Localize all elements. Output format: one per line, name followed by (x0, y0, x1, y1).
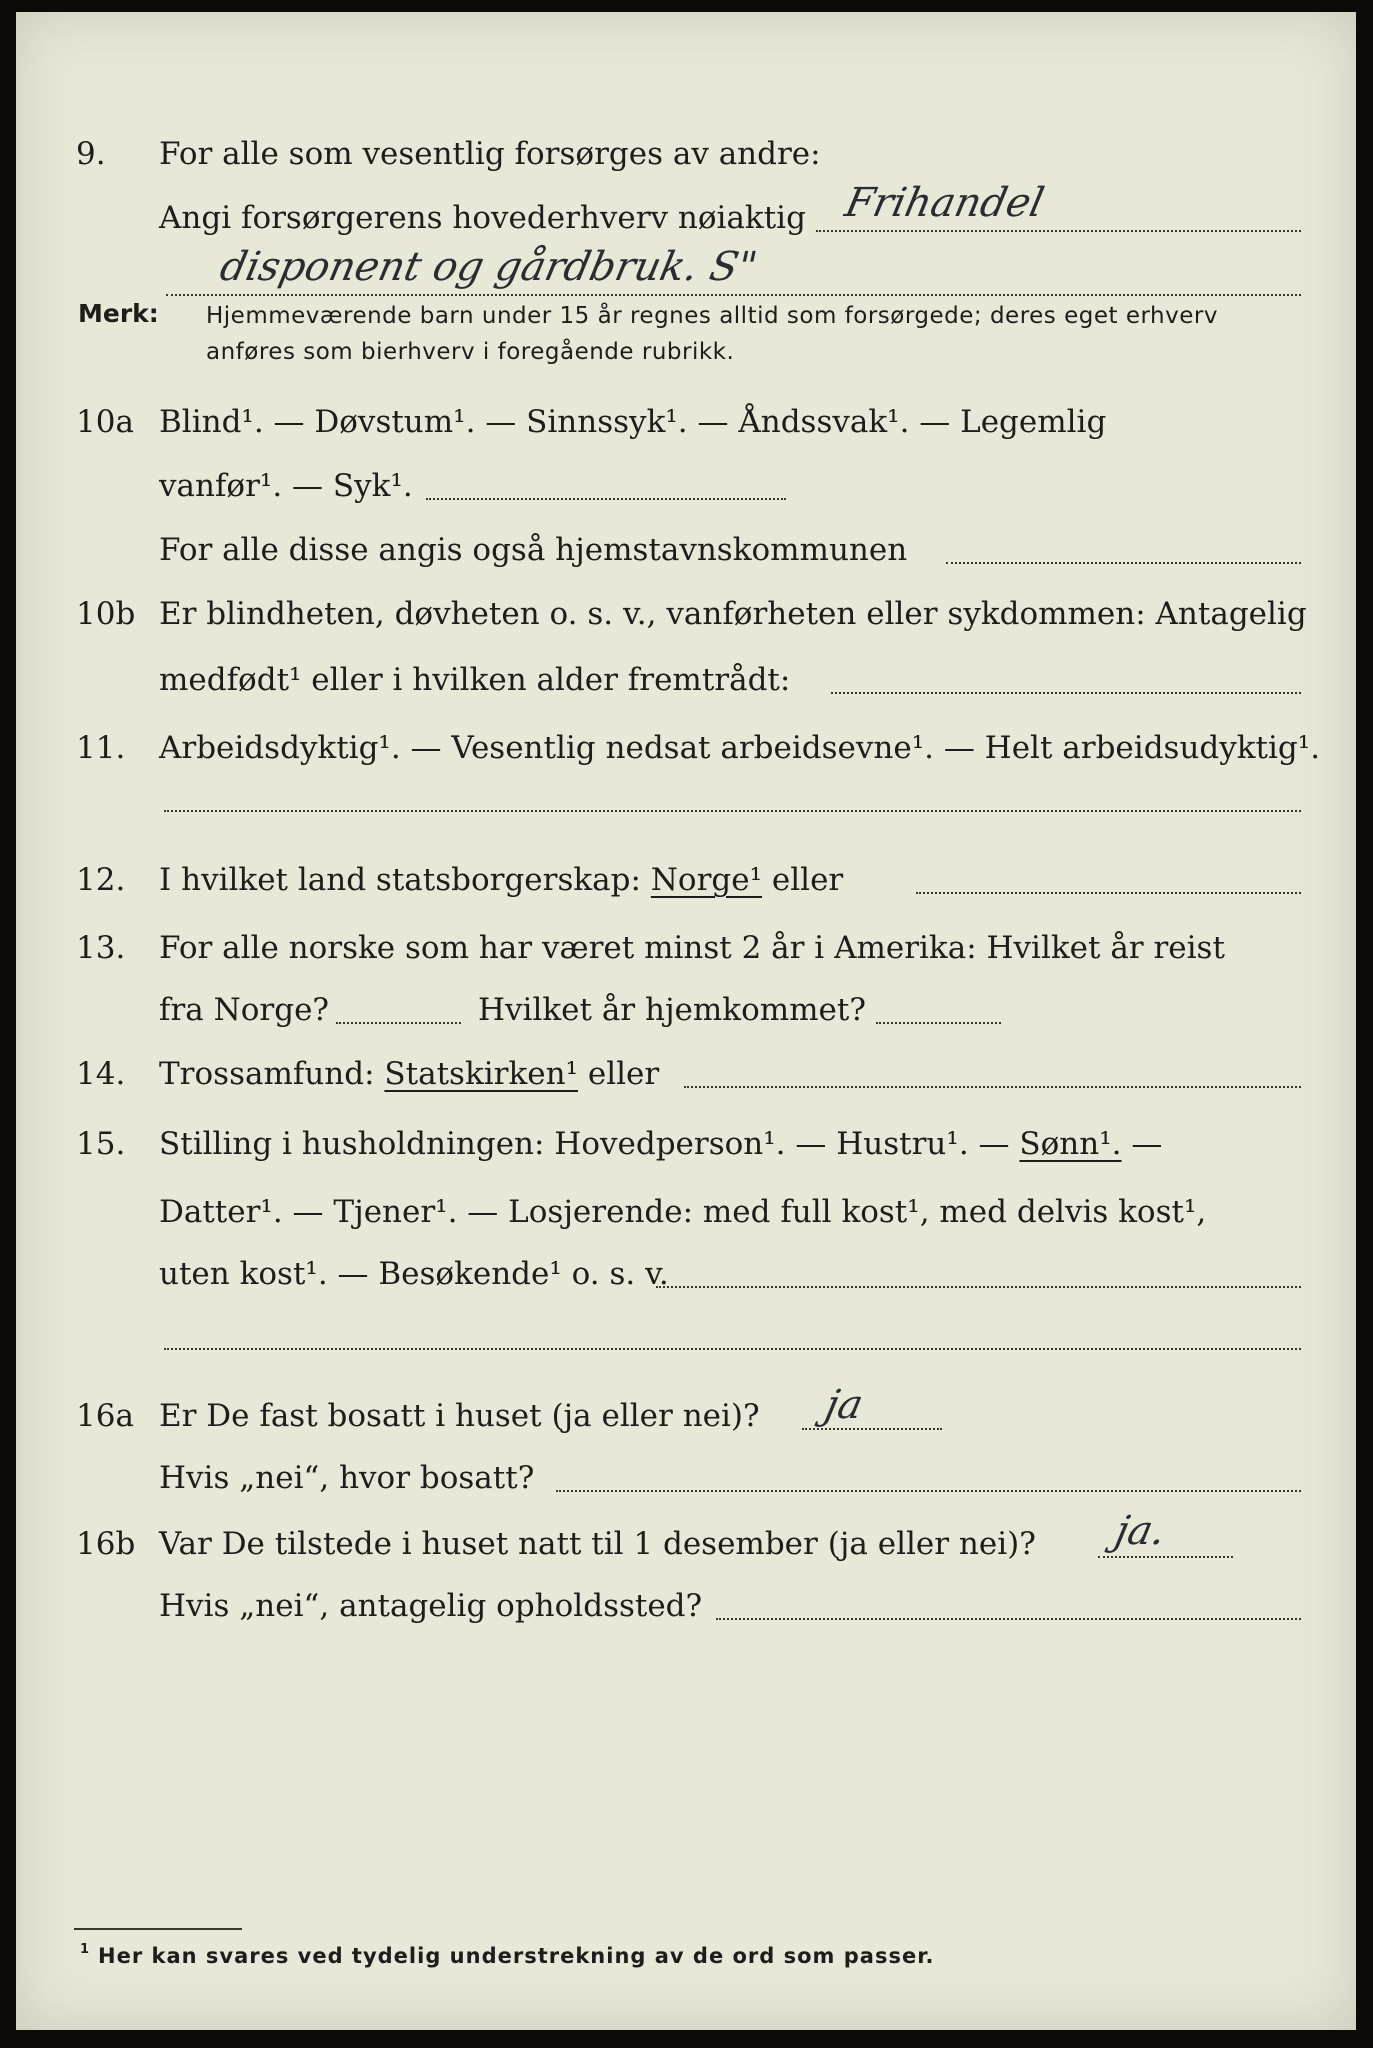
footnote-text: Her kan svares ved tydelig understrekning av de ord som passer. (98, 1944, 935, 1968)
q15-text-1-post: — (1131, 1126, 1163, 1162)
footnote-rule (74, 1928, 242, 1930)
census-form-page (16, 12, 1356, 2030)
q15-text-1 (159, 1124, 1162, 1164)
q14-number: 14. (76, 1056, 126, 1092)
q16b-text-2: Hvis „nei“, antagelig opholdssted? (159, 1588, 703, 1624)
q16b-answer-line-1[interactable] (1098, 1556, 1233, 1558)
q10a-syk-answer-line[interactable] (426, 498, 786, 500)
q10a-number: 10a (76, 404, 134, 440)
q15-number: 15. (76, 1126, 126, 1162)
q12-answer-line[interactable] (916, 892, 1301, 894)
q16b-handwritten-answer: ja. (1111, 1508, 1170, 1554)
q9-handwritten-answer-2: disponent og gårdbruk. S" (216, 244, 762, 290)
q15-answer-line-2[interactable] (164, 1348, 1301, 1350)
q10b-text-1: Er blindheten, døvheten o. s. v., vanførheten eller sykdommen: Antagelig (159, 596, 1307, 632)
q15-text-1-pre: Stilling i husholdningen: Hovedperson¹. — Hustru¹. — (159, 1126, 1010, 1162)
q12-number: 12. (76, 862, 126, 898)
q16a-text-1: Er De fast bosatt i huset (ja eller nei)? (159, 1398, 760, 1434)
q13-hjemkommet-answer-line[interactable] (876, 1022, 1001, 1024)
q16b-text-1: Var De tilstede i huset natt til 1 desember (ja eller nei)? (159, 1526, 1036, 1562)
q10a-text-1: Blind¹. — Døvstum¹. — Sinnssyk¹. — Åndssvak¹. — Legemlig (159, 404, 1107, 440)
footnote (80, 1942, 935, 1968)
q16b-number: 16b (76, 1526, 136, 1562)
q9-answer-line-2[interactable] (166, 294, 1301, 296)
q11-answer-line[interactable] (164, 810, 1301, 812)
q15-text-3: uten kost¹. — Besøkende¹ o. s. v. (159, 1256, 669, 1292)
q10b-number: 10b (76, 596, 136, 632)
q9-handwritten-answer-1: Frihandel (841, 180, 1048, 226)
q13-reist-answer-line[interactable] (336, 1022, 461, 1024)
q16a-number: 16a (76, 1398, 134, 1434)
q12-text-pre: I hvilket land statsborgerskap: (159, 862, 641, 898)
q12-underlined-norge: Norge¹ (650, 862, 763, 898)
q14-text-pre: Trossamfund: (159, 1056, 375, 1092)
q12-text-post: eller (771, 862, 844, 898)
q15-answer-line-1[interactable] (656, 1286, 1301, 1288)
q10a-text-2: vanfør¹. — Syk¹. (159, 468, 413, 504)
merk-text-2: anføres som bierhverv i foregående rubrikk. (206, 339, 735, 365)
q10a-hjemstavn-answer-line[interactable] (946, 562, 1301, 564)
q14-text-post: eller (587, 1056, 660, 1092)
q13-number: 13. (76, 930, 126, 966)
q15-underlined-sonn: Sønn¹. (1019, 1126, 1122, 1162)
q16a-text-2: Hvis „nei“, hvor bosatt? (159, 1460, 535, 1496)
footnote-mark: 1 (80, 1942, 91, 1957)
q10a-text-3: For alle disse angis også hjemstavnskommunen (159, 532, 908, 568)
q16a-handwritten-answer: ja (821, 1382, 868, 1428)
q12-text (159, 860, 843, 900)
q14-underlined-statskirken: Statskirken¹ (384, 1056, 578, 1092)
q10b-text-2: medfødt¹ eller i hvilken alder fremtrådt: (159, 662, 791, 698)
q16a-answer-line-2[interactable] (556, 1490, 1301, 1492)
q14-answer-line[interactable] (684, 1086, 1301, 1088)
q11-text-1: Arbeidsdyktig¹. — Vesentlig nedsat arbeidsevne¹. — Helt arbeidsudyktig¹. (159, 730, 1321, 766)
q9-text-2: Angi forsørgerens hovederhverv nøiaktig (159, 200, 806, 236)
q11-number: 11. (76, 730, 126, 766)
q13-text-2b: Hvilket år hjemkommet? (478, 992, 866, 1028)
merk-label: Merk: (78, 299, 159, 328)
q16a-answer-line-1[interactable] (802, 1428, 942, 1430)
q10b-answer-line[interactable] (831, 692, 1301, 694)
merk-text-1: Hjemmeværende barn under 15 år regnes alltid som forsørgede; deres eget erhverv (206, 303, 1218, 329)
q14-text (159, 1054, 659, 1094)
q16b-answer-line-2[interactable] (716, 1618, 1301, 1620)
q15-text-2: Datter¹. — Tjener¹. — Losjerende: med full kost¹, med delvis kost¹, (159, 1194, 1207, 1230)
q9-text-1: For alle som vesentlig forsørges av andre: (159, 136, 821, 172)
q9-number: 9. (76, 136, 106, 172)
q13-text-1: For alle norske som har været minst 2 år i Amerika: Hvilket år reist (159, 930, 1225, 966)
q9-answer-line-1[interactable] (816, 230, 1301, 232)
q13-text-2a: fra Norge? (159, 992, 330, 1028)
